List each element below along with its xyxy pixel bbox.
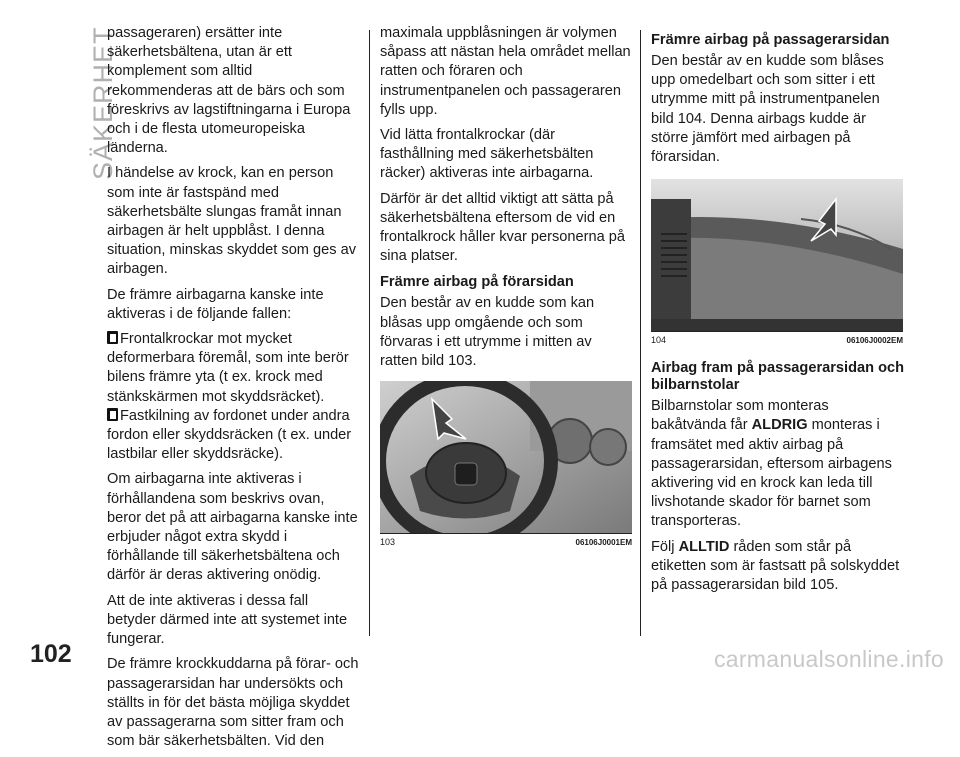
paragraph: Bilbarnstolar som monteras bakåtvända får ALDRIG monteras i framsätet med aktiv airbag på passagerarsidan, eftersom airbagens aktivering vid en krock kan leda till livshotande skador för barnet som transporteras. (651, 398, 892, 530)
paragraph: Den består av en kudde som kan blåsas upp omgående och som förvaras i ett utrymme i mitten av ratten bild 103. (380, 295, 595, 370)
section-heading: Airbag fram på passagerarsidan och bilbarnstolar (651, 360, 905, 394)
figure-number: 103 (380, 537, 396, 548)
paragraph: I händelse av krock, kan en person som inte är fastspänd med säkerhetsbälte slungas framåt innan airbagen är helt uppblåst. I denna situation, minskas skyddet som ges av airbagen. (107, 165, 357, 278)
section-heading: Främre airbag på förarsidan (380, 274, 574, 291)
bullet-item: Fastkilning av fordonet under andra fordon eller skyddsräcken (t ex. under lastbilar eller skyddsräcke). (107, 407, 352, 463)
column-3 (651, 24, 905, 601)
paragraph: Att de inte aktiveras i dessa fall betyder därmed inte att systemet inte fungerar. (107, 592, 348, 648)
steering-wheel-photo (380, 381, 632, 533)
paragraph: Om airbagarna inte aktiveras i förhållandena som beskrivs ovan, beror det på att airbagarna kanske inte erbjuder något extra skydd i förhållande till säkerhetsbältena och därför är deras aktivering onödig. (107, 471, 358, 584)
figure-103 (380, 381, 632, 548)
paragraph: De främre krockkuddarna på förar- och passagerarsidan har undersökts och ställts in för det bästa möjliga skyddet av passagerarna som sitter fram och som bär säkerhetsbälten. Vid den (107, 656, 359, 750)
figure-caption (651, 331, 903, 346)
paragraph: De främre airbagarna kanske inte aktiveras i de följande fallen: (107, 286, 324, 322)
emphasis: ALLTID (678, 538, 730, 555)
paragraph: maximala uppblåsningen är volymen såpass att nästan hela området mellan ratten och föraren och instrumentpanelen och passageraren fylls upp. (380, 25, 631, 118)
column-2 (380, 24, 632, 548)
bullet-square-icon (107, 408, 118, 421)
figure-number: 104 (651, 335, 667, 346)
figure-code: 06106J0002EM (846, 335, 903, 345)
bullet-item: Frontalkrockar mot mycket deformerbara föremål, som inte berör bilens främre yta (t ex. krock med stänkskärmen mot skyddsräcket). (107, 331, 349, 405)
bullet-square-icon (107, 331, 118, 344)
figure-caption (380, 533, 632, 548)
paragraph: Därför är det alltid viktigt att sätta på säkerhetsbältena eftersom de vid en frontalkrock håller kvar personerna på sina platser. (380, 190, 625, 265)
paragraph: Vid lätta frontalkrockar (där fasthållning med säkerhetsbälten räcker) aktiveras inte airbagarna. (380, 127, 594, 182)
watermark-text: carmanualsonline.info (713, 646, 944, 672)
paragraph: passageraren) ersätter inte säkerhetsbältena, utan är ett komplement som alltid rekommenderas att de bärs och som föreskrivs av lagstiftningarna i Europa och i de flesta utomeuropeiska länderna. (107, 25, 351, 157)
emphasis: ALDRIG (751, 417, 808, 434)
paragraph: Följ ALLTID råden som står på etiketten som är fastsatt på solskyddet på passagerarsidan bild 105. (651, 538, 900, 594)
section-heading: Främre airbag på passagerarsidan (651, 32, 890, 48)
paragraph: Den består av en kudde som blåses upp omedelbart och som sitter i ett utrymme mitt på instrumentpanelen bild 104. Denna airbags kudde är större jämfört med airbagen på förarsidan. (651, 53, 884, 166)
figure-code: 06106J0001EM (575, 537, 632, 547)
section-side-label: SÄKERHET (88, 26, 118, 180)
page-number: 102 (30, 640, 72, 668)
column-1 (107, 24, 359, 757)
dashboard-photo (651, 179, 903, 331)
column-divider-2 (640, 30, 641, 636)
figure-104 (651, 179, 903, 346)
column-divider-1 (369, 30, 370, 636)
